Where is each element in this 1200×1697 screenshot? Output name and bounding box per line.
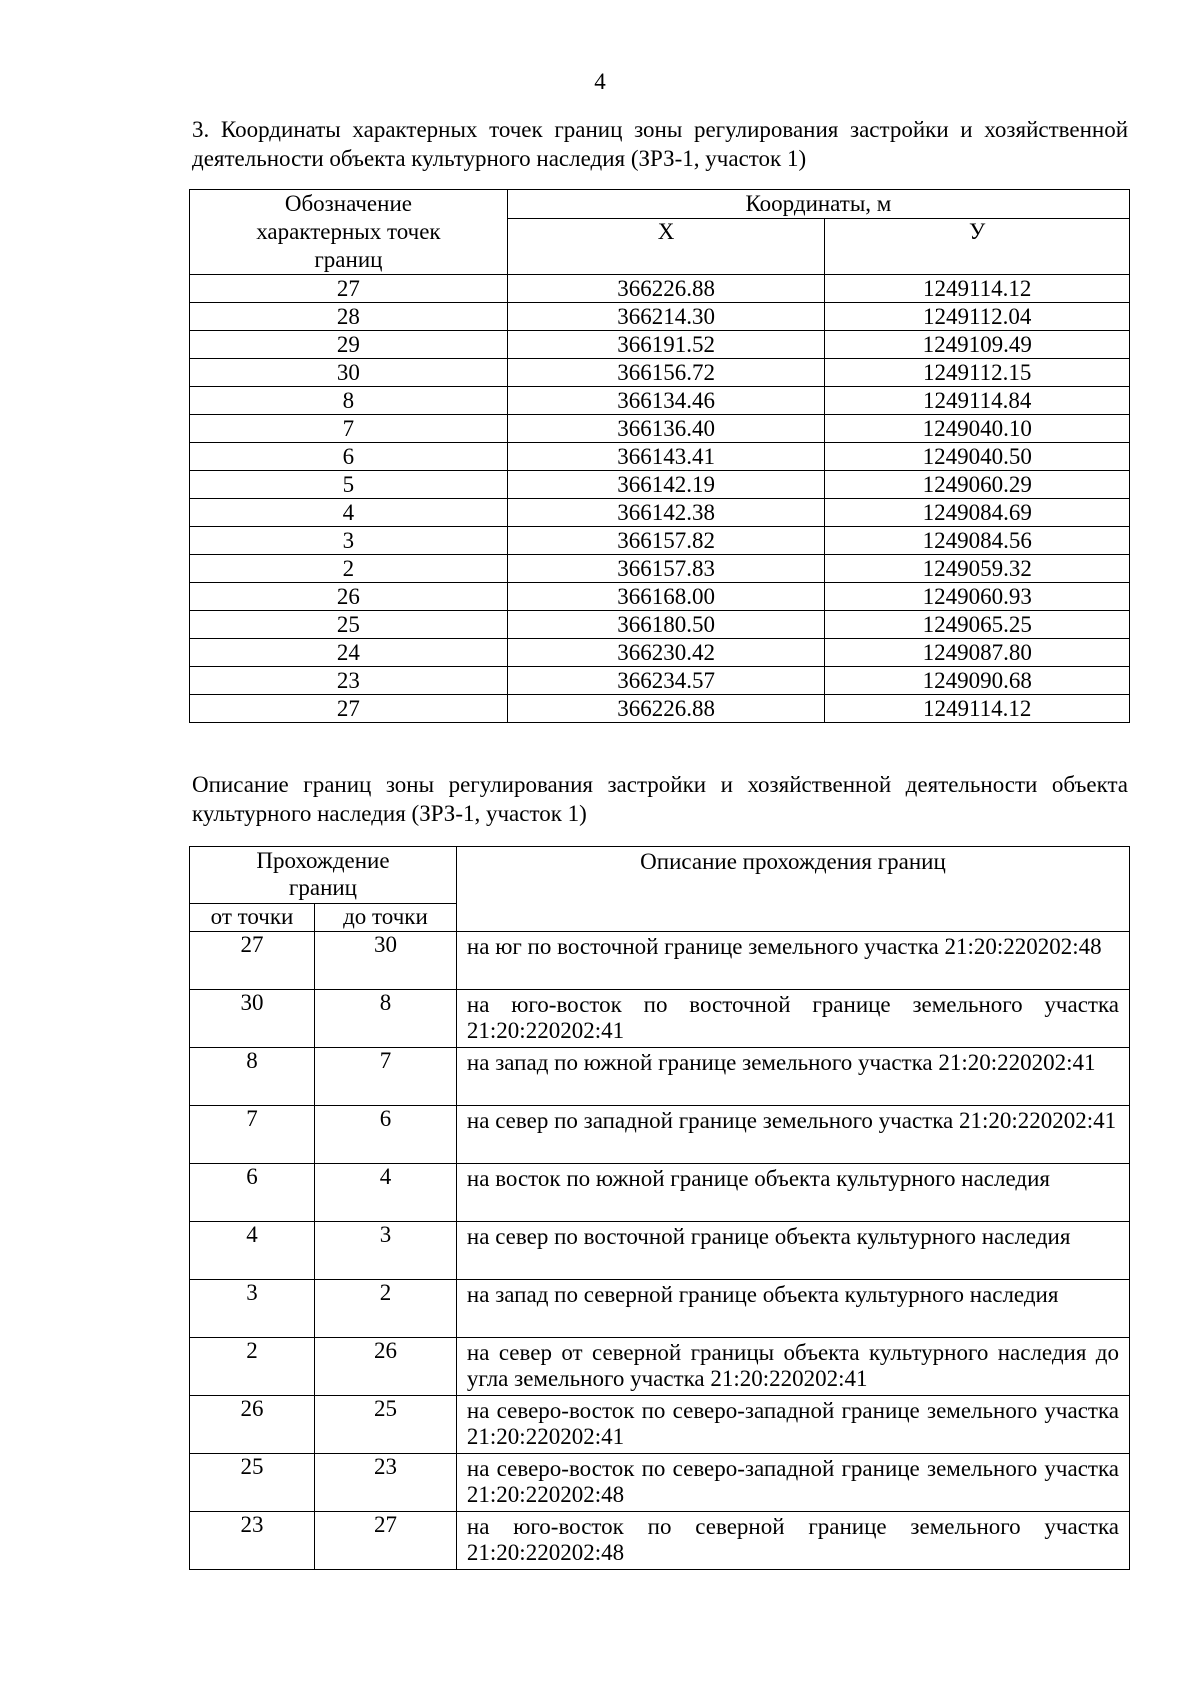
table-row <box>190 1164 1130 1222</box>
table-row <box>190 471 1130 499</box>
table-row <box>190 611 1130 639</box>
from-point-cell: 4 <box>190 1222 315 1280</box>
coordinates-header: Координаты, м <box>507 190 1129 219</box>
point-cell: 30 <box>190 359 508 387</box>
y-header: У <box>825 219 1130 275</box>
from-point-cell: 27 <box>190 932 315 990</box>
y-coordinate-cell: 1249114.84 <box>825 387 1130 415</box>
from-point-cell: 8 <box>190 1048 315 1106</box>
description-cell: на запад по северной границе объекта культурного наследия <box>456 1280 1129 1338</box>
table-row <box>190 527 1130 555</box>
page-number: 4 <box>594 69 606 94</box>
table-row <box>190 1048 1130 1106</box>
x-coordinate-cell: 366157.82 <box>507 527 825 555</box>
description-cell: на северо-восток по северо-западной границе земельного участка 21:20:220202:48 <box>456 1454 1129 1512</box>
y-coordinate-cell: 1249084.69 <box>825 499 1130 527</box>
table-row <box>190 583 1130 611</box>
x-header: Х <box>507 219 825 275</box>
to-point-cell: 7 <box>314 1048 456 1106</box>
x-coordinate-cell: 366230.42 <box>507 639 825 667</box>
table-row <box>190 499 1130 527</box>
table-row <box>190 990 1130 1048</box>
from-point-cell: 7 <box>190 1106 315 1164</box>
to-point-cell: 27 <box>314 1512 456 1570</box>
table-row <box>190 1396 1130 1454</box>
point-cell: 28 <box>190 303 508 331</box>
to-point-cell: 23 <box>314 1454 456 1512</box>
y-coordinate-cell: 1249112.04 <box>825 303 1130 331</box>
y-coordinate-cell: 1249087.80 <box>825 639 1130 667</box>
x-coordinate-cell: 366143.41 <box>507 443 825 471</box>
table-row <box>190 1280 1130 1338</box>
from-point-cell: 23 <box>190 1512 315 1570</box>
table-row <box>190 415 1130 443</box>
y-coordinate-cell: 1249060.93 <box>825 583 1130 611</box>
y-coordinate-cell: 1249109.49 <box>825 331 1130 359</box>
point-cell: 3 <box>190 527 508 555</box>
to-point-cell: 25 <box>314 1396 456 1454</box>
coordinates-table-body <box>190 275 1130 723</box>
x-coordinate-cell: 366214.30 <box>507 303 825 331</box>
point-cell: 4 <box>190 499 508 527</box>
x-coordinate-cell: 366226.88 <box>507 695 825 723</box>
coordinates-table <box>189 189 1130 723</box>
coordinates-table-header-row <box>190 190 1130 219</box>
point-cell: 29 <box>190 331 508 359</box>
table-row <box>190 331 1130 359</box>
point-cell: 26 <box>190 583 508 611</box>
y-coordinate-cell: 1249114.12 <box>825 275 1130 303</box>
boundary-description-table <box>189 846 1130 1570</box>
description-cell: на юго-восток по северной границе земельного участка 21:20:220202:48 <box>456 1512 1129 1570</box>
x-coordinate-cell: 366180.50 <box>507 611 825 639</box>
from-point-header: от точки <box>190 904 315 932</box>
y-coordinate-cell: 1249040.10 <box>825 415 1130 443</box>
from-point-cell: 2 <box>190 1338 315 1396</box>
point-cell: 23 <box>190 667 508 695</box>
x-coordinate-cell: 366134.46 <box>507 387 825 415</box>
x-coordinate-cell: 366157.83 <box>507 555 825 583</box>
table-row <box>190 1512 1130 1570</box>
point-cell: 27 <box>190 275 508 303</box>
table-row <box>190 1454 1130 1512</box>
description-table-body <box>190 932 1130 1570</box>
coordinates-section-title: 3. Координаты характерных точек границ зоны регулирования застройки и хозяйственной деятельности объекта культурного наследия (ЗРЗ-1, участок 1) <box>192 117 1128 171</box>
y-coordinate-cell: 1249114.12 <box>825 695 1130 723</box>
table-row <box>190 359 1130 387</box>
x-coordinate-cell: 366234.57 <box>507 667 825 695</box>
description-cell: на юг по восточной границе земельного участка 21:20:220202:48 <box>456 932 1129 990</box>
to-point-cell: 26 <box>314 1338 456 1396</box>
x-coordinate-cell: 366136.40 <box>507 415 825 443</box>
description-cell: на север от северной границы объекта культурного наследия до угла земельного участка 21:20:220202:41 <box>456 1338 1129 1396</box>
description-cell: на северо-восток по северо-западной границе земельного участка 21:20:220202:41 <box>456 1396 1129 1454</box>
x-coordinate-cell: 366142.38 <box>507 499 825 527</box>
x-coordinate-cell: 366226.88 <box>507 275 825 303</box>
x-coordinate-cell: 366156.72 <box>507 359 825 387</box>
table-row <box>190 275 1130 303</box>
description-cell: на восток по южной границе объекта культурного наследия <box>456 1164 1129 1222</box>
y-coordinate-cell: 1249059.32 <box>825 555 1130 583</box>
table-row <box>190 555 1130 583</box>
point-cell: 6 <box>190 443 508 471</box>
designation-header: Обозначение характерных точек границ <box>190 190 508 275</box>
to-point-cell: 4 <box>314 1164 456 1222</box>
table-row <box>190 303 1130 331</box>
to-point-header: до точки <box>314 904 456 932</box>
point-cell: 25 <box>190 611 508 639</box>
y-coordinate-cell: 1249112.15 <box>825 359 1130 387</box>
y-coordinate-cell: 1249060.29 <box>825 471 1130 499</box>
table-row <box>190 667 1130 695</box>
from-point-cell: 26 <box>190 1396 315 1454</box>
table-row <box>190 932 1130 990</box>
table-row <box>190 1222 1130 1280</box>
x-coordinate-cell: 366168.00 <box>507 583 825 611</box>
x-coordinate-cell: 366191.52 <box>507 331 825 359</box>
y-coordinate-cell: 1249065.25 <box>825 611 1130 639</box>
description-table-header-row <box>190 847 1130 904</box>
from-point-cell: 30 <box>190 990 315 1048</box>
description-cell: на север по западной границе земельного участка 21:20:220202:41 <box>456 1106 1129 1164</box>
table-row <box>190 695 1130 723</box>
description-cell: на север по восточной границе объекта культурного наследия <box>456 1222 1129 1280</box>
to-point-cell: 30 <box>314 932 456 990</box>
to-point-cell: 6 <box>314 1106 456 1164</box>
description-section-title: Описание границ зоны регулирования застройки и хозяйственной деятельности объекта культурного наследия (ЗРЗ-1, участок 1) <box>192 772 1128 826</box>
table-row <box>190 639 1130 667</box>
description-header: Описание прохождения границ <box>456 847 1129 932</box>
table-row <box>190 387 1130 415</box>
y-coordinate-cell: 1249090.68 <box>825 667 1130 695</box>
table-row <box>190 1106 1130 1164</box>
from-point-cell: 3 <box>190 1280 315 1338</box>
passage-header: Прохождение границ <box>190 847 457 904</box>
from-point-cell: 25 <box>190 1454 315 1512</box>
from-point-cell: 6 <box>190 1164 315 1222</box>
to-point-cell: 3 <box>314 1222 456 1280</box>
table-row <box>190 443 1130 471</box>
point-cell: 27 <box>190 695 508 723</box>
point-cell: 2 <box>190 555 508 583</box>
table-row <box>190 1338 1130 1396</box>
description-cell: на юго-восток по восточной границе земельного участка 21:20:220202:41 <box>456 990 1129 1048</box>
y-coordinate-cell: 1249040.50 <box>825 443 1130 471</box>
description-cell: на запад по южной границе земельного участка 21:20:220202:41 <box>456 1048 1129 1106</box>
point-cell: 7 <box>190 415 508 443</box>
to-point-cell: 2 <box>314 1280 456 1338</box>
point-cell: 8 <box>190 387 508 415</box>
x-coordinate-cell: 366142.19 <box>507 471 825 499</box>
y-coordinate-cell: 1249084.56 <box>825 527 1130 555</box>
point-cell: 5 <box>190 471 508 499</box>
to-point-cell: 8 <box>314 990 456 1048</box>
point-cell: 24 <box>190 639 508 667</box>
